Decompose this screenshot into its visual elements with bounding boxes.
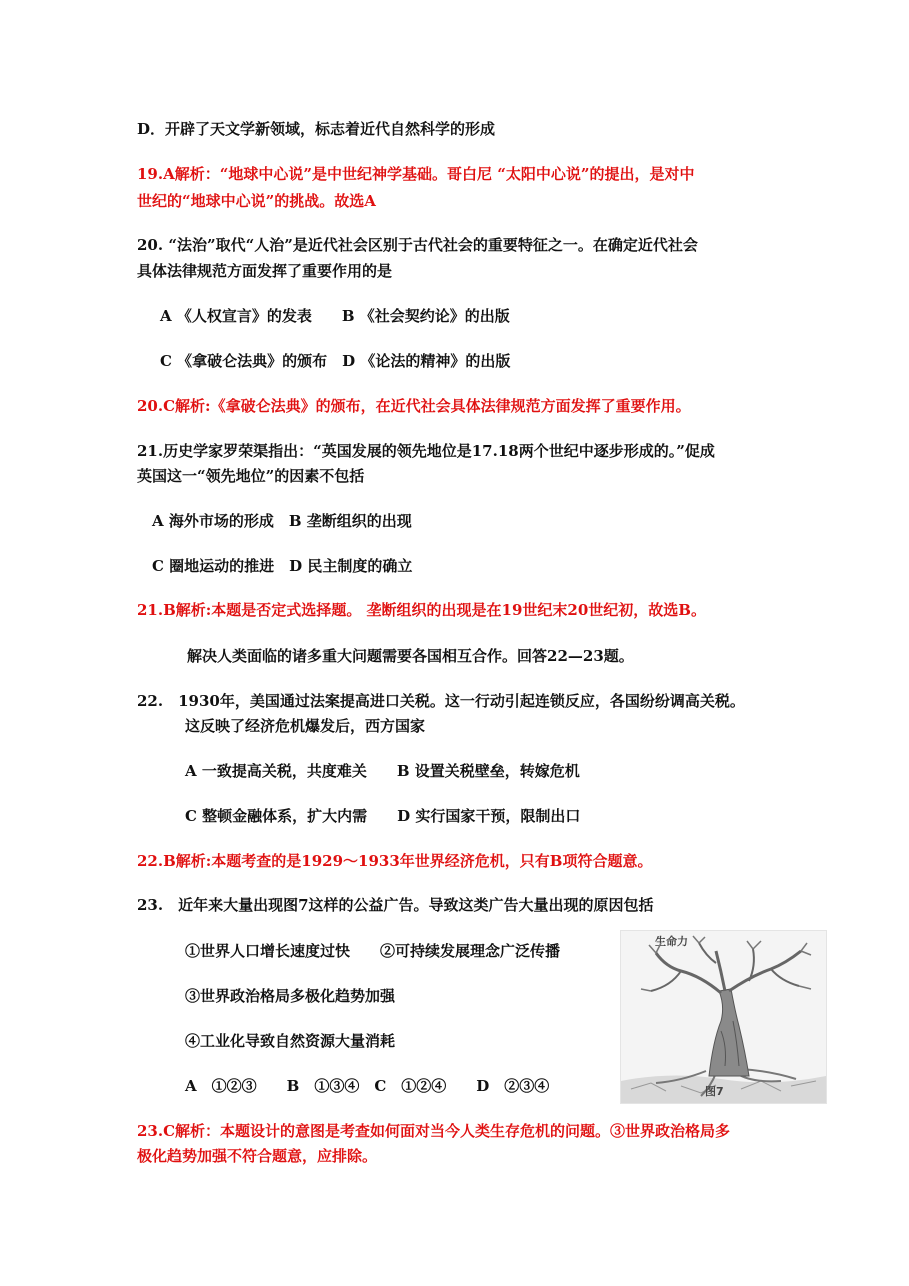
question-22-options-ab: A 一致提高关税，共度难关 B 设置关税壁垒，转嫁危机 — [185, 762, 580, 780]
question-22-line1: 22. 1930年，美国通过法案提高进口关税。这一行动引起连锁反应，各国纷纷调高关税。 — [137, 692, 745, 710]
question-20-options-ab: A 《人权宣言》的发表 B 《社会契约论》的出版 — [160, 307, 510, 325]
question-21-options-cd: C 圈地运动的推进 D 民主制度的确立 — [152, 557, 413, 575]
answer-23-line2: 极化趋势加强不符合题意，应排除。 — [137, 1147, 378, 1165]
question-23-item-4: ④工业化导致自然资源大量消耗 — [185, 1032, 396, 1050]
answer-19-line2: 世纪的“地球中心说”的挑战。故选A — [137, 192, 376, 210]
question-22-line2: 这反映了经济危机爆发后，西方国家 — [185, 717, 426, 735]
question-20-options-cd: C 《拿破仑法典》的颁布 D 《论法的精神》的出版 — [160, 352, 511, 370]
answer-22: 22.B解析:本题考查的是1929～1933年世界经济危机，只有B项符合题意。 — [137, 852, 653, 870]
answer-19-line1: 19.A解析：“地球中心说”是中世纪神学基础。哥白尼 “太阳中心说”的提出，是对中 — [137, 165, 695, 183]
answer-23-line1: 23.C解析：本题设计的意图是考查如何面对当今人类生存危机的问题。③世界政治格局多 — [137, 1122, 731, 1140]
question-23-item-12: ①世界人口增长速度过快 ②可持续发展理念广泛传播 — [185, 942, 561, 960]
question-21-line1: 21.历史学家罗荣渠指出：“英国发展的领先地位是17.18两个世纪中逐步形成的。”促成 — [137, 442, 715, 460]
question-20-line2: 具体法律规范方面发挥了重要作用的是 — [137, 262, 393, 280]
answer-21: 21.B解析:本题是否定式选择题。 垄断组织的出现是在19世纪末20世纪初，故选B。 — [137, 601, 706, 619]
question-21-line2: 英国这一“领先地位”的因素不包括 — [137, 467, 365, 485]
figure-7-withered-tree — [620, 930, 827, 1104]
withered-tree-illustration — [621, 931, 826, 1103]
figure-title: 生命力 — [655, 935, 688, 948]
question-20-line1: 20. “法治”取代“人治”是近代社会区别于古代社会的重要特征之一。在确定近代社会 — [137, 236, 698, 254]
question-23-item-3: ③世界政治格局多极化趋势加强 — [185, 987, 396, 1005]
section-intro-22-23: 解决人类面临的诸多重大问题需要各国相互合作。回答22—23题。 — [187, 647, 634, 665]
figure-caption: 图7 — [705, 1085, 724, 1098]
question-22-options-cd: C 整顿金融体系，扩大内需 D 实行国家干预，限制出口 — [185, 807, 581, 825]
question-21-options-ab: A 海外市场的形成 B 垄断组织的出现 — [152, 512, 412, 530]
question-23-options: A ①②③ B ①③④ C ①②④ D ②③④ — [185, 1077, 550, 1095]
option-d-q18: D．开辟了天文学新领域，标志着近代自然科学的形成 — [137, 120, 496, 138]
question-23-line1: 23. 近年来大量出现图7这样的公益广告。导致这类广告大量出现的原因包括 — [137, 896, 654, 914]
answer-20: 20.C解析:《拿破仑法典》的颁布，在近代社会具体法律规范方面发挥了重要作用。 — [137, 397, 691, 415]
